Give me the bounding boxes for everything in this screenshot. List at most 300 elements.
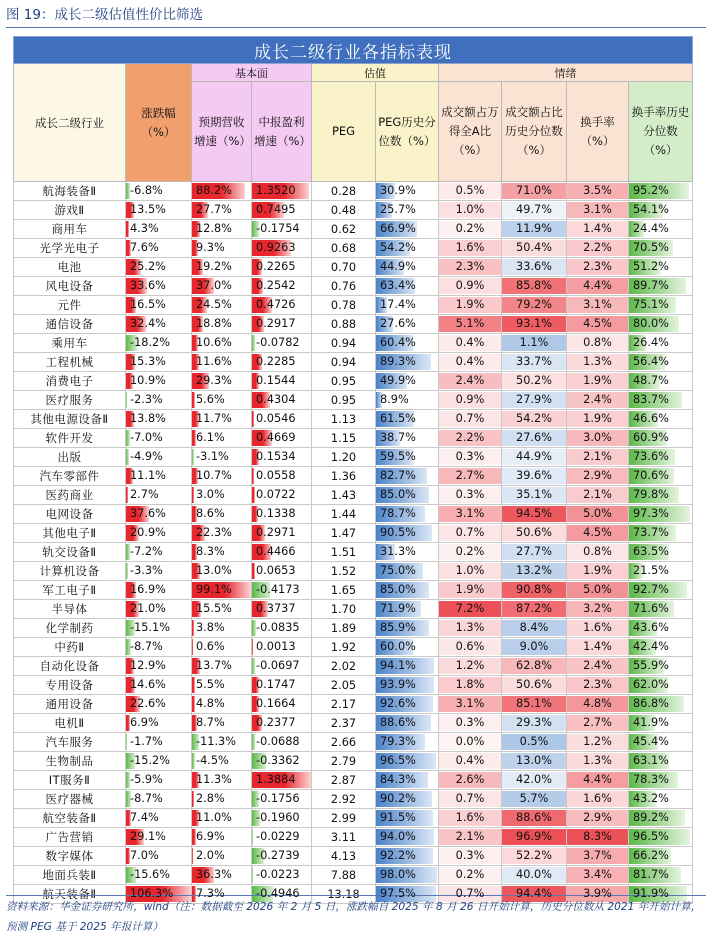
peg-cell: 13.18 bbox=[312, 885, 376, 904]
turnover-cell bbox=[567, 581, 629, 600]
peg-percentile-cell-value: 27.6% bbox=[380, 317, 416, 330]
return-cell bbox=[126, 752, 192, 771]
return-cell-value: 16.5% bbox=[130, 298, 166, 311]
peg-cell: 0.70 bbox=[312, 258, 376, 277]
volume-share-cell-value: 7.2% bbox=[455, 602, 485, 615]
turnover-cell-value: 2.4% bbox=[583, 393, 612, 406]
turnover-cell-value: 3.4% bbox=[583, 868, 612, 881]
table-row bbox=[14, 714, 693, 733]
profit-growth-cell-value: 0.1747 bbox=[256, 678, 296, 691]
profit-growth-cell bbox=[252, 201, 312, 220]
industry-name: 半导体 bbox=[14, 600, 126, 619]
turnover-percentile-cell-value: 48.7% bbox=[633, 374, 669, 387]
turnover-percentile-cell bbox=[629, 828, 693, 847]
turnover-percentile-cell-value: 95.2% bbox=[633, 184, 669, 197]
turnover-cell bbox=[567, 486, 629, 505]
turnover-cell-value: 2.1% bbox=[583, 488, 612, 501]
revenue-growth-cell bbox=[192, 581, 252, 600]
volume-share-cell bbox=[439, 866, 502, 885]
volume-percentile-cell bbox=[502, 771, 567, 790]
volume-share-cell bbox=[439, 239, 502, 258]
peg-cell: 0.88 bbox=[312, 315, 376, 334]
volume-percentile-cell bbox=[502, 657, 567, 676]
profit-growth-cell-value: 0.0558 bbox=[256, 469, 296, 482]
peg-percentile-cell bbox=[376, 429, 439, 448]
volume-percentile-cell bbox=[502, 524, 567, 543]
profit-growth-cell-value: 0.9263 bbox=[256, 241, 296, 254]
volume-share-cell-value: 0.4% bbox=[455, 754, 485, 767]
profit-growth-cell-bar bbox=[252, 468, 254, 484]
revenue-growth-cell-value: 13.0% bbox=[196, 564, 232, 577]
volume-percentile-cell bbox=[502, 239, 567, 258]
profit-growth-cell-value: 0.7495 bbox=[256, 203, 296, 216]
revenue-growth-cell-value: 10.6% bbox=[196, 336, 232, 349]
turnover-cell-value: 3.1% bbox=[583, 203, 612, 216]
volume-percentile-cell bbox=[502, 334, 567, 353]
turnover-cell bbox=[567, 600, 629, 619]
turnover-cell bbox=[567, 828, 629, 847]
table-row bbox=[14, 638, 693, 657]
revenue-growth-cell-value: 19.2% bbox=[196, 260, 232, 273]
volume-percentile-cell-value: 54.2% bbox=[516, 412, 552, 425]
return-cell-value: 20.9% bbox=[130, 526, 166, 539]
return-cell-value: 22.6% bbox=[130, 697, 166, 710]
industry-name: 游戏Ⅱ bbox=[14, 201, 126, 220]
revenue-growth-cell bbox=[192, 543, 252, 562]
turnover-cell-value: 2.9% bbox=[583, 469, 612, 482]
turnover-cell-value: 0.8% bbox=[583, 336, 612, 349]
table-row bbox=[14, 771, 693, 790]
turnover-cell bbox=[567, 429, 629, 448]
peg-percentile-cell bbox=[376, 524, 439, 543]
volume-share-cell bbox=[439, 486, 502, 505]
revenue-growth-cell bbox=[192, 866, 252, 885]
turnover-percentile-cell-value: 45.4% bbox=[633, 735, 669, 748]
profit-growth-cell bbox=[252, 220, 312, 239]
peg-percentile-cell bbox=[376, 201, 439, 220]
return-cell-bar bbox=[126, 487, 128, 503]
volume-percentile-cell bbox=[502, 201, 567, 220]
profit-growth-cell-value: 0.2542 bbox=[256, 279, 296, 292]
return-cell bbox=[126, 581, 192, 600]
volume-share-cell-value: 0.0% bbox=[455, 735, 485, 748]
volume-share-cell bbox=[439, 695, 502, 714]
peg-cell: 0.94 bbox=[312, 334, 376, 353]
volume-percentile-cell-value: 35.1% bbox=[516, 488, 552, 501]
return-cell-value: 33.6% bbox=[130, 279, 166, 292]
volume-percentile-cell-value: 11.9% bbox=[516, 222, 552, 235]
table-row bbox=[14, 201, 693, 220]
peg-cell: 4.13 bbox=[312, 847, 376, 866]
turnover-cell-value: 1.9% bbox=[583, 374, 612, 387]
volume-percentile-cell-value: 29.3% bbox=[516, 716, 552, 729]
volume-share-cell-value: 3.1% bbox=[455, 507, 485, 520]
turnover-cell bbox=[567, 182, 629, 201]
revenue-growth-cell bbox=[192, 733, 252, 752]
volume-percentile-cell-value: 52.2% bbox=[516, 849, 552, 862]
profit-growth-cell bbox=[252, 562, 312, 581]
profit-growth-cell-value: 0.0653 bbox=[256, 564, 296, 577]
volume-percentile-cell-value: 5.7% bbox=[519, 792, 549, 805]
industry-name: 电机Ⅱ bbox=[14, 714, 126, 733]
return-cell bbox=[126, 239, 192, 258]
return-cell-value: -15.6% bbox=[130, 868, 170, 881]
peg-cell: 0.78 bbox=[312, 296, 376, 315]
table-row bbox=[14, 410, 693, 429]
table-row bbox=[14, 676, 693, 695]
revenue-growth-cell-value: 8.6% bbox=[196, 507, 225, 520]
industry-name: 出版 bbox=[14, 448, 126, 467]
turnover-cell-value: 1.3% bbox=[583, 754, 612, 767]
turnover-percentile-cell bbox=[629, 315, 693, 334]
profit-growth-cell-bar bbox=[252, 335, 255, 351]
peg-percentile-cell bbox=[376, 828, 439, 847]
industry-name: 军工电子Ⅱ bbox=[14, 581, 126, 600]
peg-percentile-cell bbox=[376, 847, 439, 866]
return-cell-value: 32.4% bbox=[130, 317, 166, 330]
volume-percentile-cell-value: 13.2% bbox=[516, 564, 552, 577]
peg-percentile-cell-value: 61.5% bbox=[380, 412, 416, 425]
group-sentiment: 情绪 bbox=[439, 64, 693, 82]
turnover-cell-value: 0.8% bbox=[583, 545, 612, 558]
group-valuation: 估值 bbox=[312, 64, 439, 82]
volume-share-cell bbox=[439, 771, 502, 790]
revenue-growth-cell-value: 5.5% bbox=[196, 678, 225, 691]
peg-percentile-cell bbox=[376, 543, 439, 562]
volume-share-cell-value: 1.6% bbox=[455, 241, 485, 254]
volume-share-cell-value: 0.5% bbox=[455, 184, 485, 197]
volume-share-cell bbox=[439, 391, 502, 410]
return-cell-bar bbox=[126, 221, 129, 237]
industry-name: 医疗服务 bbox=[14, 391, 126, 410]
volume-share-cell-value: 0.4% bbox=[455, 355, 485, 368]
volume-share-cell bbox=[439, 277, 502, 296]
turnover-cell bbox=[567, 505, 629, 524]
table-row bbox=[14, 353, 693, 372]
return-cell-value: 10.9% bbox=[130, 374, 166, 387]
profit-growth-cell bbox=[252, 315, 312, 334]
revenue-growth-cell-value: 27.7% bbox=[196, 203, 232, 216]
volume-share-cell bbox=[439, 885, 502, 904]
turnover-cell-value: 2.2% bbox=[583, 241, 612, 254]
peg-cell: 1.20 bbox=[312, 448, 376, 467]
return-cell bbox=[126, 695, 192, 714]
return-cell-value: 11.1% bbox=[130, 469, 166, 482]
return-cell-value: 29.1% bbox=[130, 830, 166, 843]
return-cell-value: 13.5% bbox=[130, 203, 166, 216]
profit-growth-cell bbox=[252, 733, 312, 752]
return-cell bbox=[126, 676, 192, 695]
volume-share-cell bbox=[439, 296, 502, 315]
revenue-growth-cell bbox=[192, 809, 252, 828]
table-body bbox=[14, 182, 693, 904]
revenue-growth-cell bbox=[192, 182, 252, 201]
peg-percentile-cell-value: 66.9% bbox=[380, 222, 416, 235]
turnover-cell bbox=[567, 467, 629, 486]
profit-growth-cell bbox=[252, 809, 312, 828]
peg-cell: 1.51 bbox=[312, 543, 376, 562]
peg-percentile-cell bbox=[376, 372, 439, 391]
peg-percentile-cell bbox=[376, 467, 439, 486]
volume-percentile-cell bbox=[502, 277, 567, 296]
return-cell-bar bbox=[126, 392, 127, 408]
peg-percentile-cell-value: 49.9% bbox=[380, 374, 416, 387]
turnover-cell bbox=[567, 790, 629, 809]
peg-percentile-cell-value: 85.0% bbox=[380, 583, 416, 596]
volume-percentile-cell-value: 94.4% bbox=[516, 887, 552, 900]
volume-share-cell bbox=[439, 619, 502, 638]
industry-name: 工程机械 bbox=[14, 353, 126, 372]
peg-percentile-cell bbox=[376, 296, 439, 315]
turnover-cell-value: 1.4% bbox=[583, 222, 612, 235]
table-row bbox=[14, 752, 693, 771]
turnover-cell-value: 2.3% bbox=[583, 678, 612, 691]
revenue-growth-cell-value: 88.2% bbox=[196, 184, 232, 197]
table-title: 成长二级行业各指标表现 bbox=[14, 37, 693, 64]
turnover-cell bbox=[567, 296, 629, 315]
volume-share-cell bbox=[439, 657, 502, 676]
volume-share-cell-value: 1.8% bbox=[455, 678, 485, 691]
profit-growth-cell-value: -0.0782 bbox=[256, 336, 300, 349]
turnover-percentile-cell-value: 89.2% bbox=[633, 811, 669, 824]
peg-percentile-cell-value: 85.0% bbox=[380, 488, 416, 501]
volume-share-cell-value: 0.6% bbox=[455, 640, 485, 653]
turnover-cell bbox=[567, 676, 629, 695]
turnover-percentile-cell-value: 42.4% bbox=[633, 640, 669, 653]
revenue-growth-cell-value: 15.5% bbox=[196, 602, 232, 615]
return-cell-bar bbox=[126, 449, 129, 465]
turnover-cell bbox=[567, 809, 629, 828]
turnover-percentile-cell bbox=[629, 562, 693, 581]
peg-cell: 2.37 bbox=[312, 714, 376, 733]
revenue-growth-cell-value: 11.6% bbox=[196, 355, 232, 368]
turnover-percentile-cell-value: 79.8% bbox=[633, 488, 669, 501]
turnover-cell-value: 2.1% bbox=[583, 450, 612, 463]
revenue-growth-cell-bar bbox=[192, 449, 194, 465]
revenue-growth-cell-value: 4.8% bbox=[196, 697, 225, 710]
turnover-cell-value: 1.3% bbox=[583, 355, 612, 368]
revenue-growth-cell bbox=[192, 676, 252, 695]
return-cell bbox=[126, 220, 192, 239]
profit-growth-cell bbox=[252, 771, 312, 790]
profit-growth-cell bbox=[252, 391, 312, 410]
volume-share-cell-value: 2.7% bbox=[455, 469, 485, 482]
revenue-growth-cell bbox=[192, 524, 252, 543]
return-cell bbox=[126, 847, 192, 866]
turnover-cell bbox=[567, 695, 629, 714]
volume-share-cell bbox=[439, 828, 502, 847]
turnover-cell bbox=[567, 220, 629, 239]
peg-percentile-cell-value: 31.3% bbox=[380, 545, 416, 558]
volume-percentile-cell bbox=[502, 600, 567, 619]
peg-cell: 0.95 bbox=[312, 391, 376, 410]
table-row bbox=[14, 790, 693, 809]
revenue-growth-cell-value: 11.3% bbox=[196, 773, 232, 786]
profit-growth-cell-value: -0.1754 bbox=[256, 222, 300, 235]
peg-cell: 1.47 bbox=[312, 524, 376, 543]
header-peg: PEG bbox=[312, 82, 376, 182]
industry-name: 电池 bbox=[14, 258, 126, 277]
volume-percentile-cell-value: 90.8% bbox=[516, 583, 552, 596]
peg-percentile-cell bbox=[376, 866, 439, 885]
turnover-percentile-cell bbox=[629, 847, 693, 866]
volume-percentile-cell bbox=[502, 220, 567, 239]
volume-share-cell bbox=[439, 334, 502, 353]
revenue-growth-cell-value: 8.7% bbox=[196, 716, 225, 729]
table-row bbox=[14, 828, 693, 847]
peg-percentile-cell-value: 92.2% bbox=[380, 849, 416, 862]
turnover-cell-value: 3.2% bbox=[583, 602, 612, 615]
profit-growth-cell bbox=[252, 277, 312, 296]
revenue-growth-cell bbox=[192, 410, 252, 429]
peg-cell: 1.52 bbox=[312, 562, 376, 581]
turnover-percentile-cell bbox=[629, 429, 693, 448]
turnover-cell-value: 3.9% bbox=[583, 887, 612, 900]
turnover-cell bbox=[567, 391, 629, 410]
peg-percentile-cell bbox=[376, 619, 439, 638]
table-row bbox=[14, 847, 693, 866]
profit-growth-cell bbox=[252, 239, 312, 258]
peg-percentile-cell-value: 89.3% bbox=[380, 355, 416, 368]
turnover-cell-value: 3.7% bbox=[583, 849, 612, 862]
volume-share-cell bbox=[439, 429, 502, 448]
turnover-cell bbox=[567, 201, 629, 220]
industry-name: 医药商业 bbox=[14, 486, 126, 505]
volume-share-cell-value: 1.0% bbox=[455, 564, 485, 577]
revenue-growth-cell-bar bbox=[192, 791, 194, 807]
peg-percentile-cell bbox=[376, 600, 439, 619]
turnover-cell bbox=[567, 847, 629, 866]
revenue-growth-cell-value: 24.5% bbox=[196, 298, 232, 311]
volume-share-cell bbox=[439, 448, 502, 467]
volume-percentile-cell-value: 1.1% bbox=[519, 336, 549, 349]
turnover-percentile-cell bbox=[629, 239, 693, 258]
turnover-percentile-cell-value: 21.5% bbox=[633, 564, 669, 577]
volume-percentile-cell-value: 87.2% bbox=[516, 602, 552, 615]
volume-share-cell-value: 2.4% bbox=[455, 374, 485, 387]
peg-percentile-cell bbox=[376, 353, 439, 372]
peg-percentile-cell-value: 79.3% bbox=[380, 735, 416, 748]
return-cell bbox=[126, 600, 192, 619]
peg-percentile-cell-value: 88.6% bbox=[380, 716, 416, 729]
profit-growth-cell-bar bbox=[252, 411, 254, 427]
profit-growth-cell-value: 1.3884 bbox=[256, 773, 296, 786]
industry-name: 医疗器械 bbox=[14, 790, 126, 809]
industry-name: 航空装备Ⅱ bbox=[14, 809, 126, 828]
volume-share-cell bbox=[439, 505, 502, 524]
turnover-percentile-cell bbox=[629, 334, 693, 353]
profit-growth-cell-value: 0.1338 bbox=[256, 507, 296, 520]
turnover-percentile-cell bbox=[629, 182, 693, 201]
turnover-percentile-cell bbox=[629, 809, 693, 828]
volume-percentile-cell bbox=[502, 448, 567, 467]
revenue-growth-cell bbox=[192, 277, 252, 296]
peg-percentile-cell bbox=[376, 239, 439, 258]
peg-cell: 2.05 bbox=[312, 676, 376, 695]
peg-percentile-cell bbox=[376, 657, 439, 676]
profit-growth-cell bbox=[252, 600, 312, 619]
revenue-growth-cell-value: 10.7% bbox=[196, 469, 232, 482]
turnover-cell-value: 1.9% bbox=[583, 412, 612, 425]
return-cell-value: 7.6% bbox=[130, 241, 159, 254]
table-row bbox=[14, 239, 693, 258]
volume-percentile-cell bbox=[502, 676, 567, 695]
profit-growth-cell bbox=[252, 866, 312, 885]
profit-growth-cell-bar bbox=[252, 639, 253, 655]
return-cell-value: -1.7% bbox=[130, 735, 163, 748]
profit-growth-cell bbox=[252, 182, 312, 201]
table-row bbox=[14, 391, 693, 410]
table-row bbox=[14, 258, 693, 277]
peg-cell: 0.95 bbox=[312, 372, 376, 391]
return-cell-value: 12.9% bbox=[130, 659, 166, 672]
turnover-percentile-cell bbox=[629, 486, 693, 505]
peg-cell: 1.13 bbox=[312, 410, 376, 429]
figure-title: 图 19：成长二级估值性价比筛选 bbox=[6, 2, 706, 28]
peg-cell: 2.66 bbox=[312, 733, 376, 752]
return-cell-value: -7.2% bbox=[130, 545, 163, 558]
revenue-growth-cell bbox=[192, 372, 252, 391]
turnover-cell bbox=[567, 866, 629, 885]
turnover-percentile-cell-value: 73.6% bbox=[633, 450, 669, 463]
return-cell-value: -4.9% bbox=[130, 450, 163, 463]
volume-share-cell bbox=[439, 201, 502, 220]
profit-growth-cell-value: 0.1534 bbox=[256, 450, 296, 463]
header-profit-growth: 中报盈利增速（%） bbox=[252, 82, 312, 182]
revenue-growth-cell bbox=[192, 220, 252, 239]
table-row bbox=[14, 448, 693, 467]
profit-growth-cell bbox=[252, 638, 312, 657]
volume-percentile-cell-value: 49.7% bbox=[516, 203, 552, 216]
industry-name: IT服务Ⅱ bbox=[14, 771, 126, 790]
peg-cell: 1.15 bbox=[312, 429, 376, 448]
turnover-percentile-cell-value: 83.7% bbox=[633, 393, 669, 406]
volume-percentile-cell bbox=[502, 866, 567, 885]
peg-cell: 1.70 bbox=[312, 600, 376, 619]
revenue-growth-cell-value: 11.7% bbox=[196, 412, 232, 425]
table-row bbox=[14, 315, 693, 334]
peg-percentile-cell bbox=[376, 410, 439, 429]
profit-growth-cell bbox=[252, 505, 312, 524]
peg-cell: 3.11 bbox=[312, 828, 376, 847]
turnover-cell bbox=[567, 733, 629, 752]
industry-name: 电网设备 bbox=[14, 505, 126, 524]
peg-percentile-cell-value: 90.5% bbox=[380, 526, 416, 539]
turnover-cell-value: 1.9% bbox=[583, 564, 612, 577]
profit-growth-cell-value: -0.0697 bbox=[256, 659, 300, 672]
revenue-growth-cell bbox=[192, 771, 252, 790]
table-row bbox=[14, 182, 693, 201]
peg-percentile-cell-value: 94.0% bbox=[380, 830, 416, 843]
return-cell bbox=[126, 562, 192, 581]
industry-name: 数字媒体 bbox=[14, 847, 126, 866]
turnover-cell bbox=[567, 334, 629, 353]
volume-percentile-cell-value: 96.9% bbox=[516, 830, 552, 843]
peg-cell: 2.92 bbox=[312, 790, 376, 809]
volume-share-cell-value: 0.7% bbox=[455, 412, 485, 425]
turnover-percentile-cell-value: 51.2% bbox=[633, 260, 669, 273]
turnover-percentile-cell-value: 81.7% bbox=[633, 868, 669, 881]
volume-share-cell-value: 2.1% bbox=[455, 830, 485, 843]
revenue-growth-cell bbox=[192, 790, 252, 809]
turnover-percentile-cell-value: 46.6% bbox=[633, 412, 669, 425]
turnover-cell-value: 4.8% bbox=[583, 697, 612, 710]
industry-name: 通信设备 bbox=[14, 315, 126, 334]
profit-growth-cell bbox=[252, 353, 312, 372]
volume-share-cell bbox=[439, 847, 502, 866]
turnover-percentile-cell-value: 86.8% bbox=[633, 697, 669, 710]
profit-growth-cell-value: 0.2377 bbox=[256, 716, 296, 729]
